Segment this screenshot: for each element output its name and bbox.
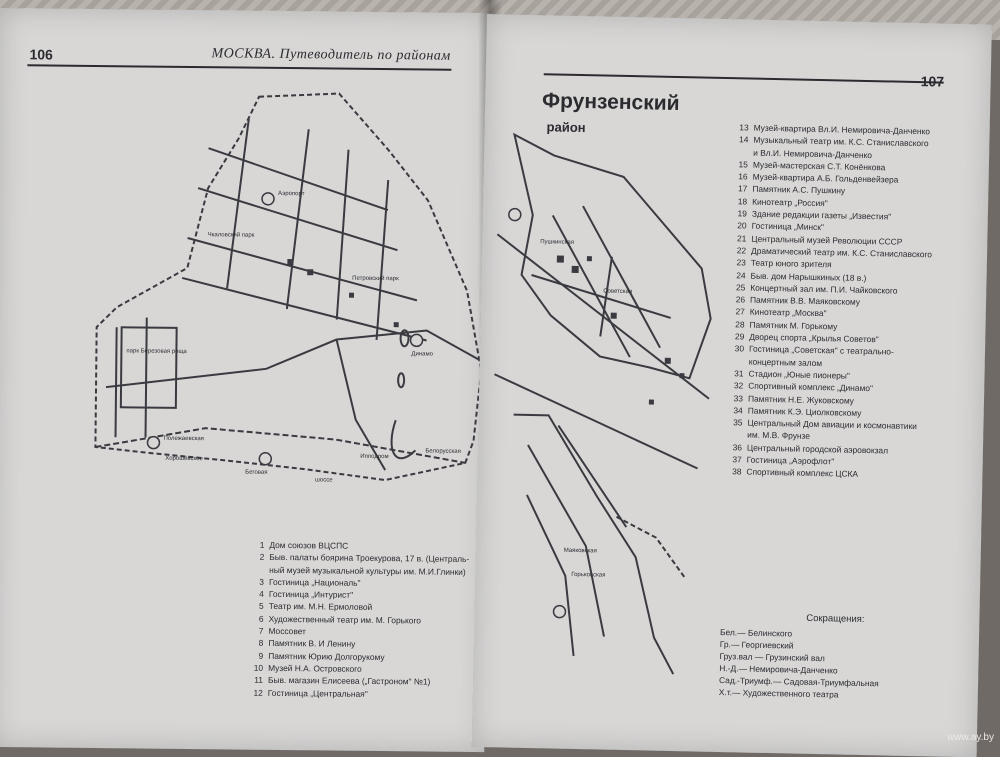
legend-text: Центральный музей Революции СССР [751, 233, 903, 247]
legend-right [723, 121, 970, 483]
legend-text: Гостиница „Советская" с театрально- концертным залом [748, 343, 894, 368]
legend-text: Стадион „Юные пионеры" [748, 368, 850, 381]
legend-text: Драматический театр им. К.С. Станиславского [750, 245, 933, 260]
legend-number: 23 [736, 257, 746, 268]
legend-number: 21 [736, 232, 747, 244]
legend-text: Гостиница „Минск" [751, 220, 825, 233]
legend-text: Дворец спорта „Крылья Советов" [749, 331, 879, 345]
abbreviation-item: Х.т.— Художественного театра [718, 687, 839, 700]
header-rule [27, 64, 451, 70]
legend-text: Памятник К.Э. Циолковскому [747, 405, 862, 418]
legend-number: 25 [735, 282, 746, 293]
map-label-dinamo: Динамо [411, 351, 433, 358]
abbreviation-item: Гр.— Георгиевский [719, 639, 794, 651]
legend-number: 37 [732, 454, 742, 465]
legend-text: Кинотеатр „Москва" [749, 307, 827, 319]
legend-item [246, 551, 476, 578]
legend-text: Спортивный комплекс „Динамо" [748, 380, 874, 394]
legend-number: 12 [253, 687, 263, 698]
legend-number: 7 [258, 625, 264, 636]
legend-item [245, 686, 475, 701]
district-map-center [483, 114, 725, 679]
abbreviations-list [719, 626, 950, 703]
legend-text: Памятник В.В. Маяковскому [749, 294, 861, 308]
legend-text: Памятник Н.Е. Жуковскому [747, 393, 855, 406]
map-label-polezhaevskaya: Полежаевская [163, 435, 204, 443]
legend-text: Быв. магазин Елисеева („Гастроном" №1) [267, 675, 431, 687]
legend-text: Театр им. М.Н. Ермоловой [268, 601, 373, 613]
map-label-aeroport: Аэропорт [278, 190, 305, 198]
page-number-left: 106 [29, 46, 53, 63]
legend-number: 33 [733, 392, 744, 403]
legend-text: Спортивный комплекс ЦСКА [746, 466, 859, 480]
legend-number: 27 [735, 306, 745, 317]
district-map-west [85, 87, 489, 511]
legend-number: 13 [739, 122, 749, 133]
legend-text: Памятник А.С. Пушкину [752, 184, 846, 197]
legend-text: Моссовет [268, 625, 306, 637]
legend-text: Гостиница „Националь" [268, 576, 361, 588]
legend-text: Памятник В. И Ленину [268, 638, 356, 650]
district-title: Фрунзенский [541, 89, 680, 116]
left-page [0, 8, 492, 752]
map-label-begovaya: Беговая [245, 469, 268, 476]
map-label-gorkovskaya: Горьковская [571, 571, 606, 579]
legend-text: Памятник М. Горькому [749, 319, 838, 332]
legend-number: 2 [259, 552, 265, 563]
legend-text: Кинотеатр „Россия" [752, 196, 828, 208]
right-page [472, 14, 992, 757]
legend-text: Гостиница „Интурист" [268, 589, 354, 600]
legend-number: 18 [737, 196, 748, 207]
watermark: www.ay.by [946, 732, 994, 743]
map-label-chkalov-park: Чкаловский парк [207, 232, 255, 239]
legend-text: Центральный Дом авиации и космонавтики им. М.В. Фрунзе [747, 417, 917, 442]
legend-text: Гостиница „Центральная" [267, 687, 368, 699]
map-label-shosse: шоссе [315, 477, 333, 484]
running-head: МОСКВА. Путеводитель по районам [211, 46, 451, 64]
legend-text: Быв. дом Нарышкиных (18 в.) [750, 270, 867, 283]
legend-text: Музей-мастерская С.Т. Конёнкова [752, 159, 886, 173]
map-label-mayakovskaya: Маяковская [563, 547, 597, 555]
abbreviation-item: Груз.вал — Грузинский вал [719, 651, 825, 664]
legend-number: 11 [254, 674, 264, 686]
legend-number: 29 [734, 331, 745, 342]
map-label-sovetskaya: Советская [603, 288, 633, 296]
abbreviations-heading: Сокращения: [806, 612, 865, 626]
legend-number: 14 [738, 134, 749, 145]
abbreviation-item: Н.-Д.— Немировича-Данченко [719, 663, 838, 676]
legend-number: 17 [737, 183, 748, 194]
legend-text: Музей-квартира Вл.И. Немировича-Данченко [753, 122, 931, 137]
legend-text: Памятник Юрию Долгорукому [268, 650, 385, 662]
legend-text: Музыкальный театр им. К.С. Станиславского и Вл.И. Немировича-Данченко [753, 134, 929, 160]
legend-text: Музей-квартира А.Б. Гольденвейзера [752, 171, 899, 185]
legend-number: 22 [736, 245, 747, 256]
legend-number: 1 [259, 539, 265, 550]
legend-number: 28 [735, 319, 745, 330]
map-label-ippodrom: Ипподром [360, 453, 389, 461]
legend-number: 26 [735, 294, 746, 305]
legend-number: 32 [733, 380, 744, 391]
legend-number: 38 [732, 466, 742, 477]
legend-number: 35 [733, 417, 743, 428]
legend-number: 10 [253, 662, 264, 673]
legend-text: Центральный городской аэровокзал [746, 442, 889, 456]
legend-left [245, 539, 477, 701]
legend-text: Театр юного зрителя [750, 257, 832, 270]
abbreviations-box [719, 611, 951, 703]
legend-number: 9 [258, 650, 264, 661]
legend-number: 8 [258, 638, 264, 649]
legend-number: 36 [732, 441, 743, 453]
map-label-bereza-park: парк Березовая роща [126, 348, 187, 355]
legend-text: Здание редакции газеты „Известия" [751, 208, 892, 222]
legend-number: 16 [738, 171, 748, 182]
legend-number: 6 [258, 613, 264, 624]
legend-number: 24 [736, 269, 746, 281]
legend-number: 3 [259, 576, 265, 587]
legend-text: Гостиница „Аэрофлот" [746, 454, 835, 467]
legend-number: 20 [737, 220, 747, 231]
legend-number: 4 [259, 588, 264, 599]
abbreviation-item: Бел.— Белинского [720, 627, 793, 639]
legend-number: 19 [737, 208, 747, 219]
legend-text: Концертный зал им. П.И. Чайковского [750, 282, 898, 296]
map-label-belorusskaya: Белорусская [425, 448, 461, 455]
map-label-khoroshevskoe: Хорошёвское [165, 455, 203, 463]
header-rule-right [544, 73, 944, 83]
legend-text: Быв. палаты боярина Троекурова, 17 в. (Централь- ный музей музыкальной культуры им. М.И.Глинки) [269, 552, 470, 577]
legend-number: 31 [734, 368, 744, 379]
legend-text: Музей Н.А. Островского [268, 662, 362, 674]
legend-text: Дом союзов ВЦСПС [269, 539, 349, 551]
map-label-pushkinskaya: Пушкинская [540, 239, 575, 246]
district-subtitle: район [546, 119, 586, 136]
legend-text: Художественный театр им. М. Горького [268, 613, 422, 626]
legend-number: 30 [734, 343, 745, 354]
legend-number: 34 [733, 405, 743, 416]
map-label-petrovsky-park: Петровский парк [352, 275, 399, 283]
legend-number: 15 [738, 159, 749, 170]
legend-number: 5 [259, 601, 264, 612]
abbreviation-item: Сад.-Триумф.— Садовая-Триумфальная [718, 675, 879, 689]
